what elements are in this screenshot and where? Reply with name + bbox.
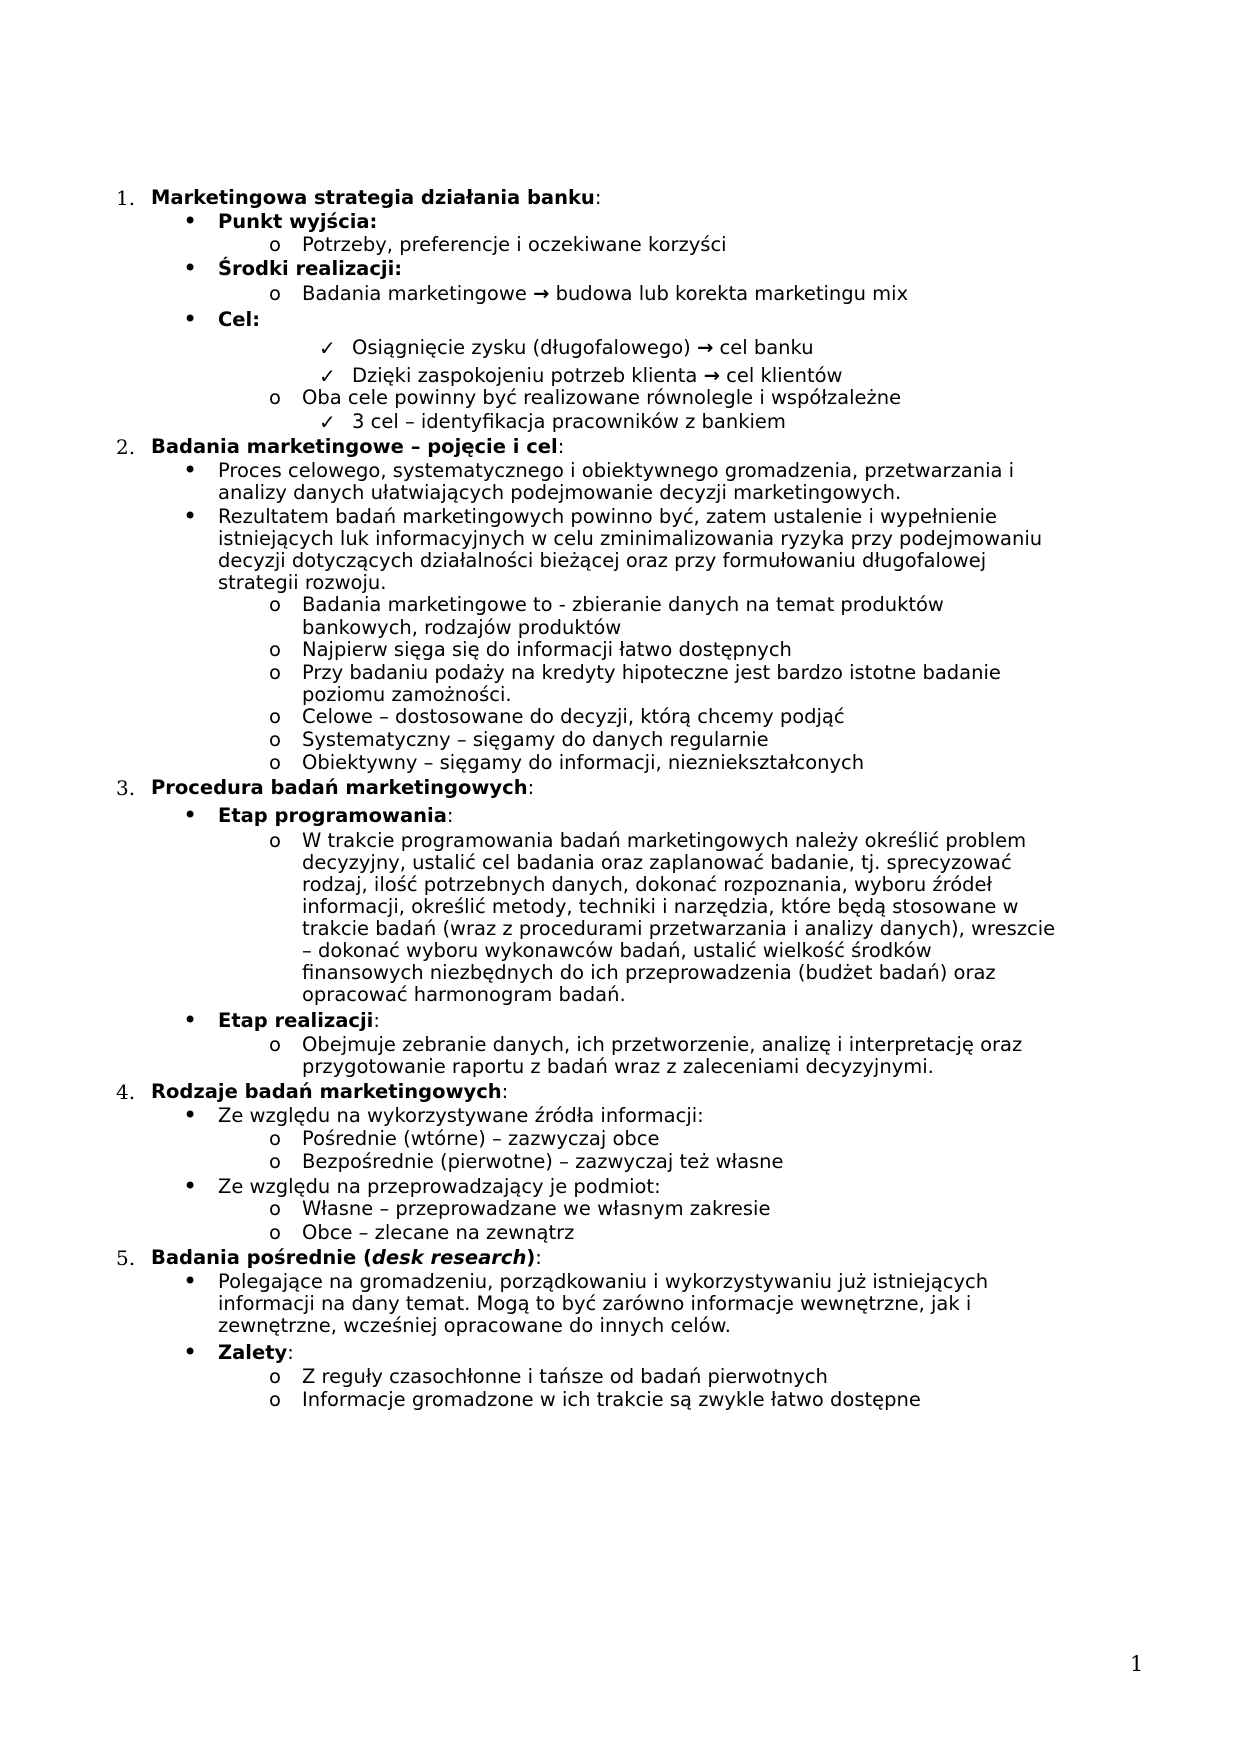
bullet-icon: • (183, 254, 198, 282)
section-heading: 1. Marketingowa strategia działania banku: (116, 186, 602, 210)
list-item-continuation: trakcie badań (wraz z procedurami przetwarzania i analizy danych), wreszcie (302, 917, 1056, 940)
item-label: Etap programowania (218, 804, 447, 827)
list-item (0, 256, 1240, 282)
list-item-continuation: – dokonać wyboru wykonawców badań, ustalić wielkość środków (302, 939, 932, 962)
bullet-icon: • (183, 456, 198, 484)
list-number: 2. (116, 435, 136, 459)
list-item-continuation: decyzji dotyczących działalności bieżącej oraz przy formułowaniu długofalowej (218, 549, 987, 572)
list-number: 1. (116, 186, 136, 210)
section-title: Badania marketingowe – pojęcie i cel (151, 435, 558, 458)
section-title: Rodzaje badań marketingowych (151, 1080, 502, 1103)
list-item-continuation: strategii rozwoju. (218, 571, 387, 594)
item-label: Etap realizacji (218, 1009, 374, 1032)
arrow-right-icon: → (696, 336, 714, 359)
item-label: Zalety (218, 1341, 288, 1364)
checkmark-icon: ✓ (319, 364, 336, 388)
section-heading: 4. Rodzaje badań marketingowych: (116, 1080, 509, 1104)
list-item: ✓ Dzięki zaspokojeniu potrzeb klienta → cel klientów (319, 364, 843, 388)
list-item: o Z reguły czasochłonne i tańsze od badań pierwotnych (269, 1365, 828, 1388)
list-item: o Badania marketingowe to - zbieranie danych na temat produktów (269, 593, 944, 616)
list-item: • Proces celowego, systematycznego i obiektywnego gromadzenia, przetwarzania i (183, 456, 1015, 484)
list-item: • Ze względu na przeprowadzający je podmiot: (183, 1172, 661, 1200)
bullet-icon: • (183, 801, 198, 829)
circle-bullet-icon: o (269, 638, 281, 661)
list-item: o Informacje gromadzone w ich trakcie są zwykle łatwo dostępne (269, 1388, 921, 1411)
list-item-continuation: decyzyjny, ustalić cel badania oraz zaplanować badanie, tj. sprecyzować (302, 851, 1012, 874)
list-item-continuation: informacji, określić metody, techniki i narzędzia, które będą stosowane w (302, 895, 1019, 918)
circle-bullet-icon: o (269, 705, 281, 728)
list-item-continuation: zewnętrzne, wcześniej opracowane do innych celów. (218, 1314, 731, 1337)
bullet-icon: • (183, 305, 198, 333)
page-number: 1 (1130, 1652, 1144, 1676)
section-title: Badania pośrednie (desk research) (151, 1246, 536, 1269)
list-item-continuation: opracować harmonogram badań. (302, 983, 626, 1006)
list-item: o W trakcie programowania badań marketingowych należy określić problem (269, 829, 1027, 852)
list-item: o Obce – zlecane na zewnątrz (269, 1221, 575, 1244)
bullet-icon: • (183, 1338, 198, 1366)
circle-bullet-icon: o (269, 751, 281, 774)
list-item: o Własne – przeprowadzane we własnym zakresie (269, 1197, 771, 1220)
circle-bullet-icon: o (269, 386, 281, 409)
list-item-continuation: rodzaj, ilość potrzebnych danych, dokonać rozpoznania, wyboru źródeł (302, 873, 993, 896)
checkmark-icon: ✓ (319, 410, 336, 434)
section-heading: 5. Badania pośrednie (desk research): (116, 1246, 542, 1270)
section-title: Procedura badań marketingowych (151, 776, 528, 799)
circle-bullet-icon: o (269, 728, 281, 751)
list-item: • Rezultatem badań marketingowych powinno być, zatem ustalenie i wypełnienie (183, 502, 998, 530)
list-item: o Bezpośrednie (pierwotne) – zazwyczaj też własne (269, 1150, 784, 1173)
list-item-continuation: istniejących luk informacyjnych w celu zminimalizowania ryzyka przy podejmowaniu (218, 527, 1043, 550)
circle-bullet-icon: o (269, 233, 281, 256)
list-item-continuation: finansowych niezbędnych do ich przeprowadzenia (budżet badań) oraz (302, 961, 996, 984)
arrow-right-icon: → (703, 364, 720, 387)
item-label: Cel: (218, 308, 261, 331)
list-item-continuation: poziomu zamożności. (302, 683, 512, 706)
list-item: • Zalety: (183, 1338, 294, 1366)
bullet-icon: • (183, 502, 198, 530)
list-item: • Etap realizacji: (183, 1006, 380, 1034)
item-label: Środki realizacji: (218, 257, 403, 280)
bullet-icon: • (183, 1172, 198, 1200)
circle-bullet-icon: o (269, 1150, 281, 1173)
list-item: o Badania marketingowe → budowa lub korekta marketingu mix (269, 282, 909, 305)
circle-bullet-icon: o (269, 1221, 281, 1244)
list-item: • Ze względu na wykorzystywane źródła informacji: (183, 1101, 704, 1129)
list-item: o Przy badaniu podaży na kredyty hipoteczne jest bardzo istotne badanie (269, 661, 1001, 684)
bullet-icon: • (183, 1267, 198, 1295)
list-item: ✓ 3 cel – identyfikacja pracowników z bankiem (319, 410, 786, 434)
list-item: ✓ Osiągnięcie zysku (długofalowego) → cel banku (319, 336, 814, 360)
circle-bullet-icon: o (269, 593, 281, 616)
list-item: o Obiektywny – sięgamy do informacji, niezniekształconych (269, 751, 865, 774)
list-item: • Polegające na gromadzeniu, porządkowaniu i wykorzystywaniu już istniejących (183, 1267, 989, 1295)
list-item: o Pośrednie (wtórne) – zazwyczaj obce (269, 1127, 660, 1150)
list-item-continuation: bankowych, rodzajów produktów (302, 616, 622, 639)
circle-bullet-icon: o (269, 1365, 281, 1388)
item-label: Punkt wyjścia: (218, 210, 378, 233)
circle-bullet-icon: o (269, 1197, 281, 1220)
section-title: Marketingowa strategia działania banku (151, 186, 595, 209)
circle-bullet-icon: o (269, 829, 281, 852)
list-item: o Potrzeby, preferencje i oczekiwane korzyści (269, 233, 727, 256)
list-item: • Etap programowania: (183, 801, 454, 829)
circle-bullet-icon: o (269, 282, 281, 305)
arrow-right-icon: → (533, 282, 550, 305)
circle-bullet-icon: o (269, 1388, 281, 1411)
list-number: 5. (116, 1246, 136, 1270)
circle-bullet-icon: o (269, 661, 281, 684)
list-item: o Celowe – dostosowane do decyzji, którą chcemy podjąć (269, 705, 845, 728)
list-item-continuation: informacji na dany temat. Mogą to być zarówno informacje wewnętrzne, jak i (218, 1292, 972, 1315)
circle-bullet-icon: o (269, 1033, 281, 1056)
checkmark-icon: ✓ (319, 336, 336, 360)
section-heading: 3. Procedura badań marketingowych: (116, 776, 535, 800)
bullet-icon: • (183, 1101, 198, 1129)
list-item-continuation: przygotowanie raportu z badań wraz z zaleceniami decyzyjnymi. (302, 1055, 934, 1078)
list-item (0, 307, 1240, 333)
list-item: o Najpierw sięga się do informacji łatwo dostępnych (269, 638, 792, 661)
bullet-icon: • (183, 1006, 198, 1034)
list-item: o Oba cele powinny być realizowane równolegle i współzależne (269, 386, 902, 409)
section-heading: 2. Badania marketingowe – pojęcie i cel: (116, 435, 565, 459)
bullet-icon: • (183, 207, 198, 235)
circle-bullet-icon: o (269, 1127, 281, 1150)
list-item-continuation: analizy danych ułatwiających podejmowanie decyzji marketingowych. (218, 481, 902, 504)
list-item: o Obejmuje zebranie danych, ich przetworzenie, analizę i interpretację oraz (269, 1033, 1023, 1056)
list-number: 4. (116, 1080, 136, 1104)
list-number: 3. (116, 776, 136, 800)
list-item: o Systematyczny – sięgamy do danych regularnie (269, 728, 769, 751)
